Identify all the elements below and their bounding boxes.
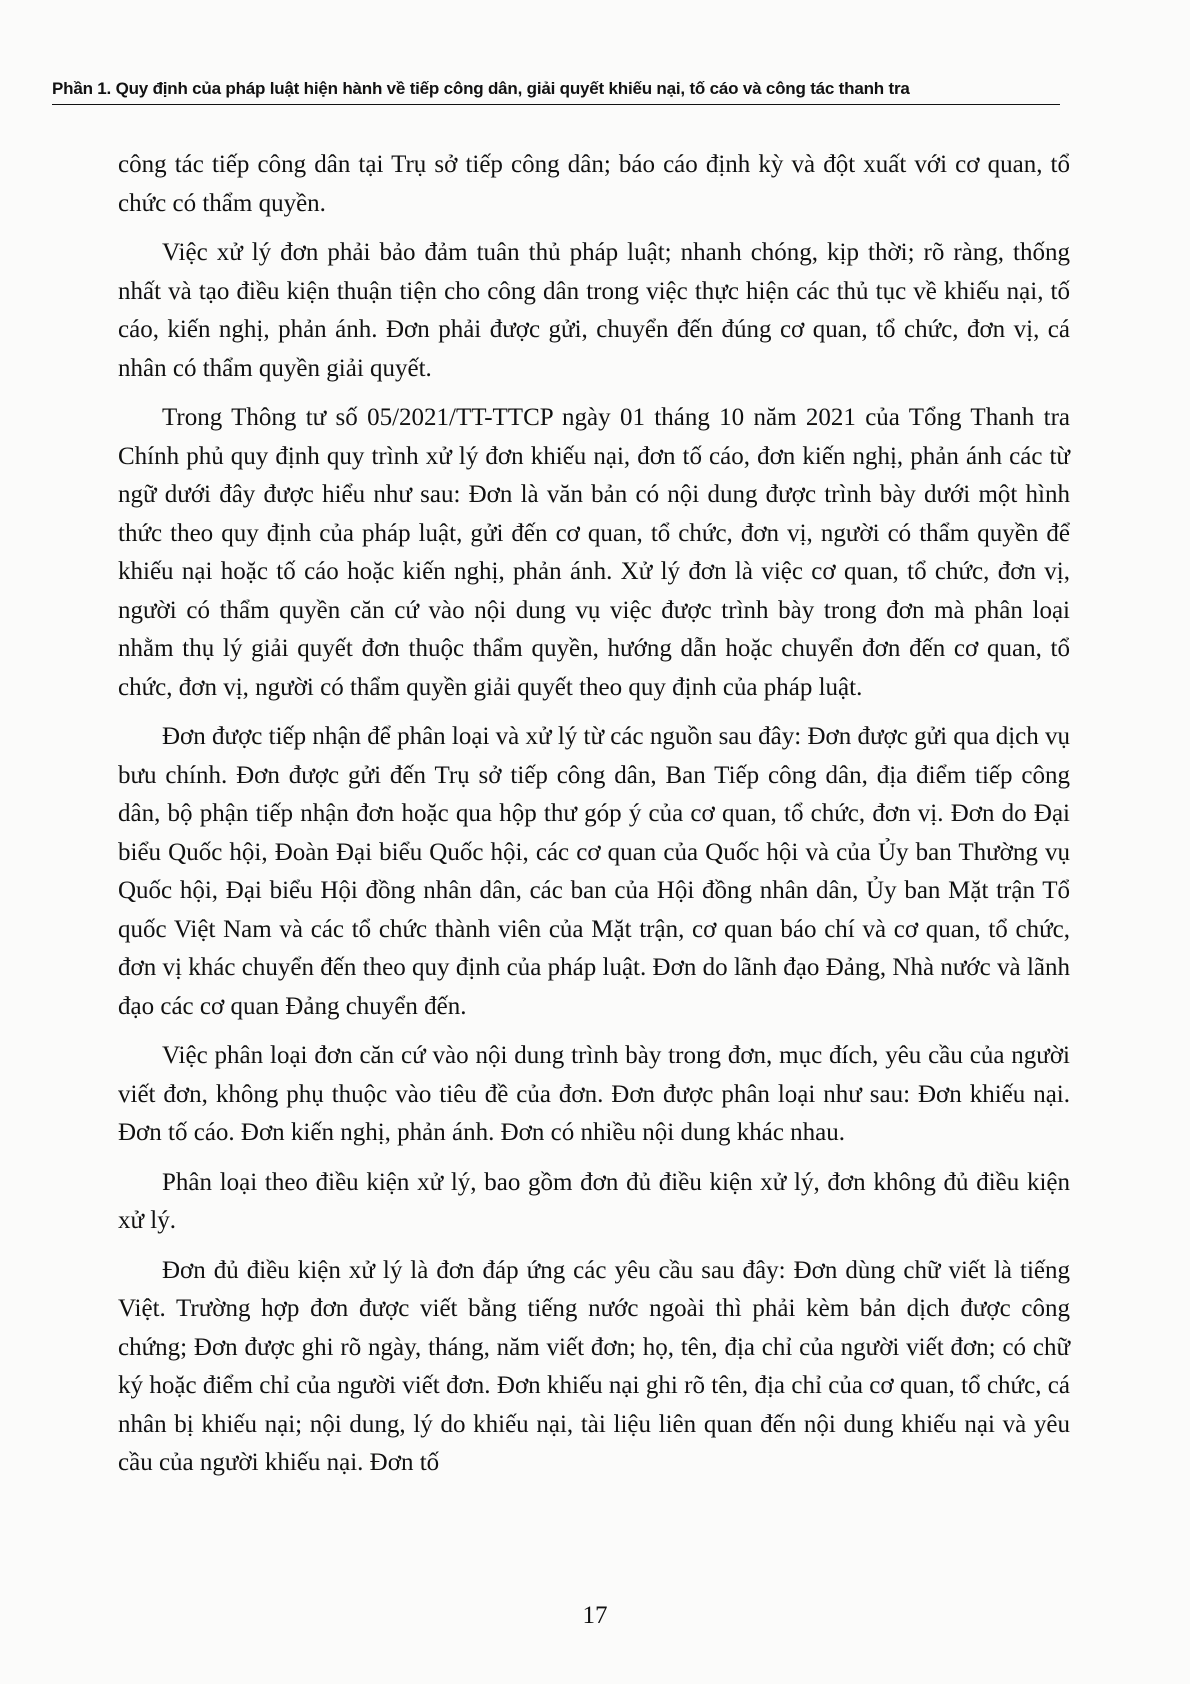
- paragraph-6: Phân loại theo điều kiện xử lý, bao gồm đơn đủ điều kiện xử lý, đơn không đủ điều kiện xử lý.: [118, 1168, 1070, 1234]
- paragraph-5: Việc phân loại đơn căn cứ vào nội dung trình bày trong đơn, mục đích, yêu cầu của người viết đơn, không phụ thuộc vào tiêu đề của đơn. Đơn được phân loại như sau: Đơn khiếu nại. Đơn tố cáo. Đơn kiến nghị, phản ánh. Đơn có nhiều nội dung khác nhau.: [118, 1042, 1070, 1146]
- paragraph-4: Đơn được tiếp nhận để phân loại và xử lý từ các nguồn sau đây: Đơn được gửi qua dịch vụ bưu chính. Đơn được gửi đến Trụ sở tiếp công dân, Ban Tiếp công dân, địa điểm tiếp công dân, bộ phận tiếp nhận đơn hoặc qua hộp thư góp ý của cơ quan, tổ chức, đơn vị. Đơn do Đại biểu Quốc hội, Đoàn Đại biểu Quốc hội, các cơ quan của Quốc hội và của Ủy ban Thường vụ Quốc hội, Đại biểu Hội đồng nhân dân, các ban của Hội đồng nhân dân, Ủy ban Mặt trận Tổ quốc Việt Nam và các tổ chức thành viên của Mặt trận, cơ quan báo chí và cơ quan, tổ chức, đơn vị khác chuyển đến theo quy định của pháp luật. Đơn do lãnh đạo Đảng, Nhà nước và lãnh đạo các cơ quan Đảng chuyển đến.: [118, 723, 1070, 1020]
- page-number: 17: [582, 1602, 608, 1629]
- paragraph-7: Đơn đủ điều kiện xử lý là đơn đáp ứng các yêu cầu sau đây: Đơn dùng chữ viết là tiếng Việt. Trường hợp đơn được viết bằng tiếng nước ngoài thì phải kèm bản dịch được công chứng; Đơn được ghi rõ ngày, tháng, năm viết đơn; họ, tên, địa chỉ của người viết đơn; có chữ ký hoặc điểm chỉ của người viết đơn. Đơn khiếu nại ghi rõ tên, địa chỉ của cơ quan, tổ chức, cá nhân bị khiếu nại; nội dung, lý do khiếu nại, tài liệu liên quan đến nội dung khiếu nại và yêu cầu của người khiếu nại. Đơn tố: [118, 1256, 1070, 1476]
- paragraph-2: Việc xử lý đơn phải bảo đảm tuân thủ pháp luật; nhanh chóng, kịp thời; rõ ràng, thống nhất và tạo điều kiện thuận tiện cho công dân trong việc thực hiện các thủ tục về khiếu nại, tố cáo, kiến nghị, phản ánh. Đơn phải được gửi, chuyển đến đúng cơ quan, tổ chức, đơn vị, cá nhân có thẩm quyền giải quyết.: [118, 239, 1070, 382]
- paragraph-1: công tác tiếp công dân tại Trụ sở tiếp công dân; báo cáo định kỳ và đột xuất với cơ quan, tổ chức có thẩm quyền.: [118, 151, 1070, 217]
- running-header: Phần 1. Quy định của pháp luật hiện hành về tiếp công dân, giải quyết khiếu nại, tố cáo và công tác thanh tra: [52, 78, 1060, 105]
- body-text: [118, 146, 1070, 1494]
- paragraph-3: Trong Thông tư số 05/2021/TT-TTCP ngày 01 tháng 10 năm 2021 của Tổng Thanh tra Chính phủ quy định quy trình xử lý đơn khiếu nại, đơn tố cáo, đơn kiến nghị, phản ánh các từ ngữ dưới đây được hiểu như sau: Đơn là văn bản có nội dung được trình bày dưới một hình thức theo quy định của pháp luật, gửi đến cơ quan, tổ chức, đơn vị, người có thẩm quyền để khiếu nại hoặc tố cáo hoặc kiến nghị, phản ánh. Xử lý đơn là việc cơ quan, tổ chức, đơn vị, người có thẩm quyền căn cứ vào nội dung vụ việc được trình bày trong đơn mà phân loại nhằm thụ lý giải quyết đơn thuộc thẩm quyền, hướng dẫn hoặc chuyển đơn đến cơ quan, tổ chức, đơn vị, người có thẩm quyền giải quyết theo quy định của pháp luật.: [118, 404, 1070, 701]
